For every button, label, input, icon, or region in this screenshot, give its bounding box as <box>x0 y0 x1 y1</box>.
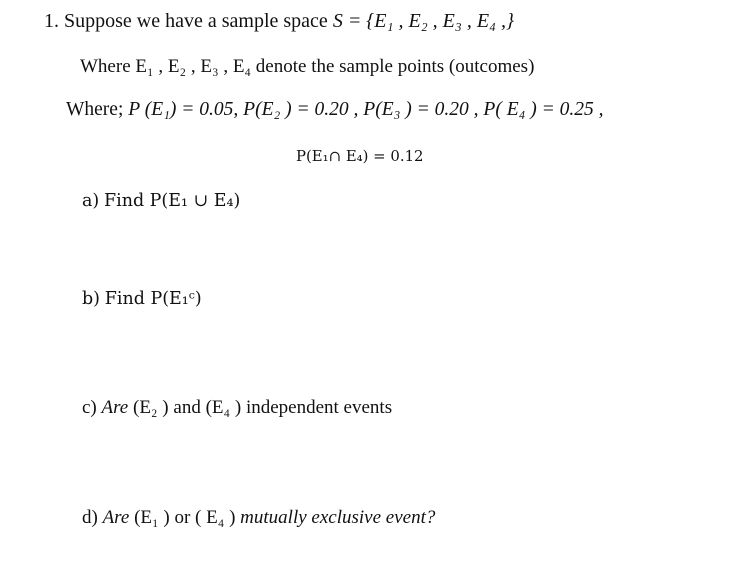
part-d-label: d) <box>82 507 98 528</box>
question-number: 1. <box>44 10 59 32</box>
sample-space-expression: S = {E₁ , E₂ , E₃ , E₄ ,} <box>332 10 514 32</box>
probabilities-line <box>66 99 604 121</box>
intersection-probability: P(E₁∩ E₄) = 0.12 <box>296 147 424 165</box>
part-d <box>82 507 435 529</box>
question-intro: Suppose we have a sample space <box>64 10 328 32</box>
part-c <box>82 397 392 419</box>
part-c-italic: Are <box>101 397 129 418</box>
probabilities-expression: P (E₁) = 0.05, P(E₂ ) = 0.20 , P(E₃ ) = 0.20 , P( E₄ ) = 0.25 , <box>128 99 604 120</box>
part-b <box>82 288 202 310</box>
part-d-middle: (E₁ ) or ( E₄ ) <box>134 507 236 528</box>
part-a-label: a) <box>82 191 100 211</box>
question-header <box>44 10 514 33</box>
part-d-italic-end: mutually exclusive event? <box>240 507 436 528</box>
part-a-text: Find P(E₁ ∪ E₄) <box>103 191 241 211</box>
part-b-text: Find P(E₁ᶜ) <box>104 289 202 309</box>
part-c-label: c) <box>82 397 97 418</box>
sample-points-description: Where E₁ , E₂ , E₃ , E₄ denote the sample points (outcomes) <box>80 56 535 77</box>
part-c-text: (E₂ ) and (E₄ ) independent events <box>133 397 393 418</box>
part-b-label: b) <box>82 289 100 309</box>
part-a <box>82 190 240 212</box>
probabilities-prefix: Where; <box>66 99 124 120</box>
part-d-italic-start: Are <box>102 507 130 528</box>
